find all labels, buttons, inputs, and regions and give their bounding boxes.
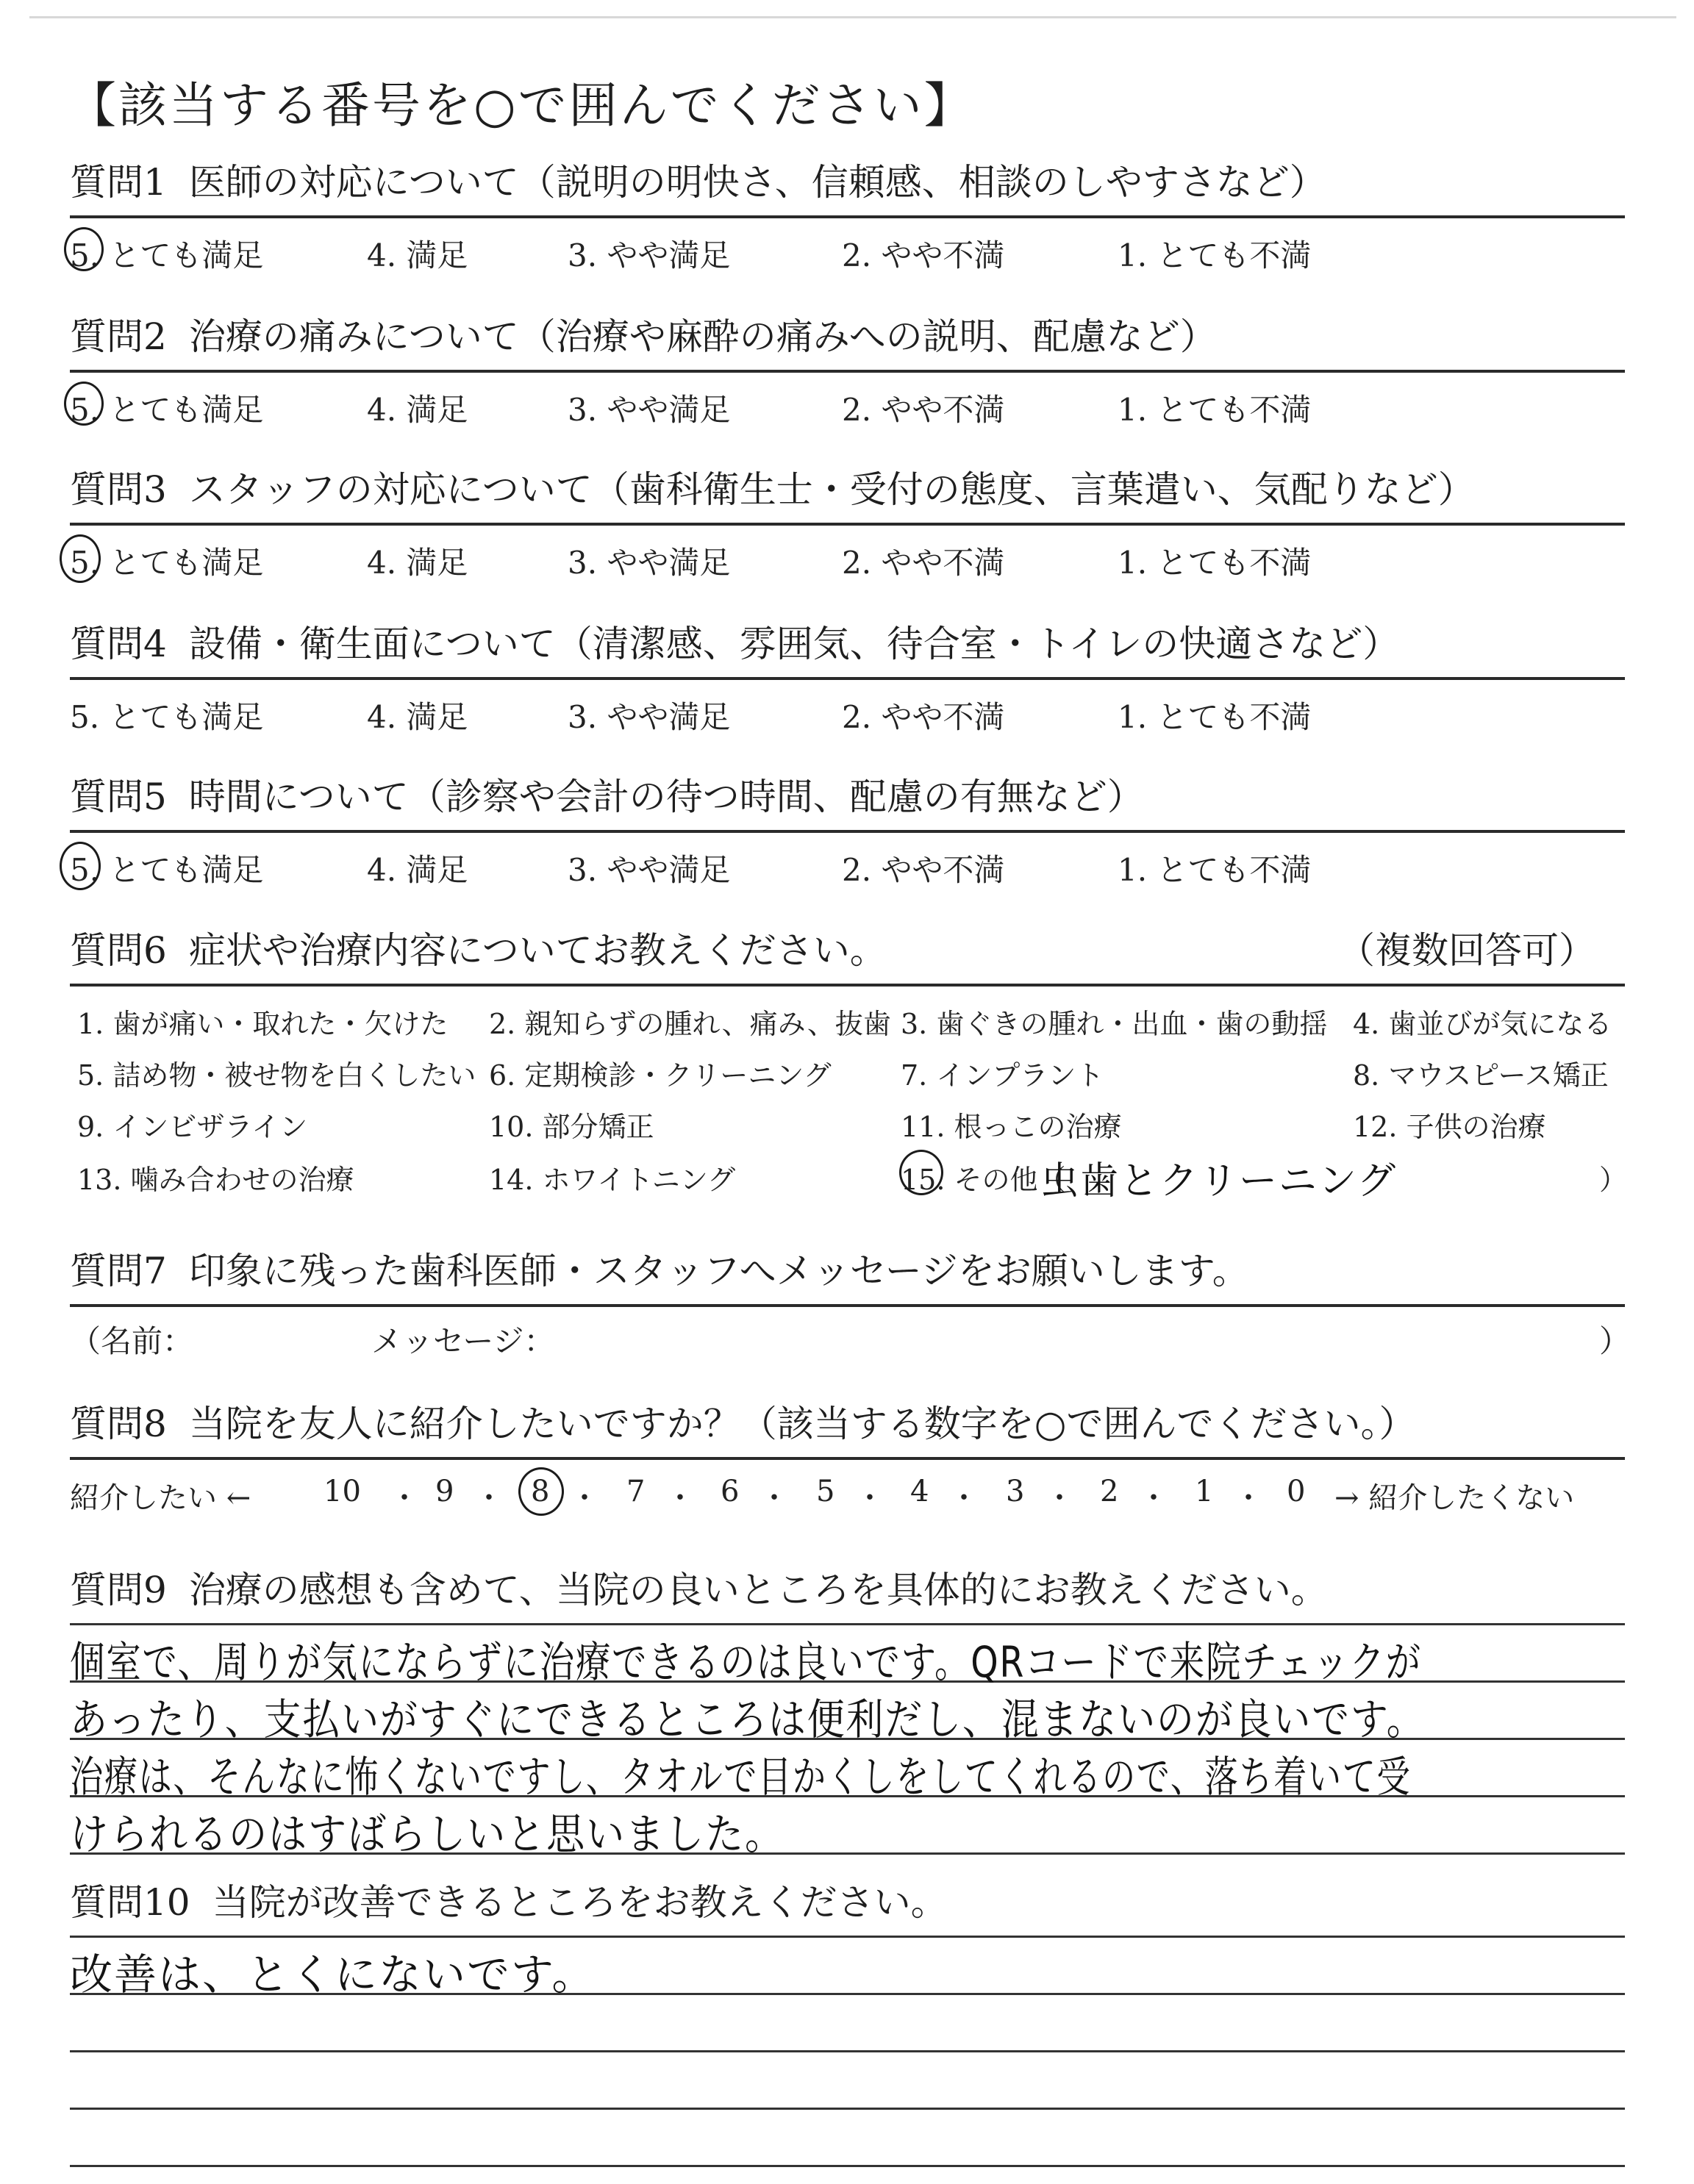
option-3[interactable]: 3. やや満足 xyxy=(568,392,731,428)
option-1[interactable]: 1. とても不満 xyxy=(1118,237,1312,273)
scale-dot: ・ xyxy=(1045,1481,1074,1515)
question-text: 設備・衛生面について（清潔感、雰囲気、待合室・トイレの快適さなど） xyxy=(188,623,1400,665)
question-10-title xyxy=(70,1871,1625,1934)
question-6 xyxy=(70,919,1628,1207)
question-number: 質問4 xyxy=(70,623,167,665)
handwritten-answer-line: けられるのはすばらしいと思いました。 xyxy=(70,1809,785,1859)
question-text: 当院を友人に紹介したいですか？（該当する数字を○で囲んでください。） xyxy=(188,1403,1416,1445)
question-4 xyxy=(70,612,1625,743)
question-number: 質問8 xyxy=(70,1403,167,1445)
treatment-option[interactable]: 3. 歯ぐきの腫れ・出血・歯の動揺 xyxy=(901,1008,1328,1040)
scale-dot: ・ xyxy=(570,1481,599,1515)
option-4[interactable]: 4. 満足 xyxy=(367,699,468,735)
name-label: （名前： xyxy=(70,1323,194,1359)
option-5[interactable]: 5. とても満足 xyxy=(70,237,264,273)
option-2[interactable]: 2. やや不満 xyxy=(842,852,1005,888)
recommend-scale xyxy=(70,1460,1625,1523)
option-2[interactable]: 2. やや不満 xyxy=(842,545,1005,581)
option-1[interactable]: 1. とても不満 xyxy=(1118,545,1312,581)
question-2-title xyxy=(70,305,1625,368)
question-6-title xyxy=(70,919,1625,982)
rating-options xyxy=(70,373,1625,436)
selection-circle xyxy=(60,534,101,583)
treatment-option[interactable]: 10. 部分矯正 xyxy=(489,1111,654,1143)
question-1-title xyxy=(70,151,1625,214)
message-label: メッセージ： xyxy=(371,1323,555,1359)
scale-1[interactable]: 1 xyxy=(1195,1475,1214,1508)
question-5-title xyxy=(70,765,1625,828)
treatment-option[interactable]: 12. 子供の治療 xyxy=(1353,1111,1546,1143)
option-2[interactable]: 2. やや不満 xyxy=(842,699,1005,735)
treatment-option[interactable]: 8. マウスピース矯正 xyxy=(1353,1059,1609,1092)
scale-dot: ・ xyxy=(390,1481,419,1515)
other-answer-handwritten: 虫歯とクリーニング xyxy=(1040,1159,1397,1203)
question-text: 治療の感想も含めて、当院の良いところを具体的にお教えください。 xyxy=(188,1569,1328,1611)
rating-options xyxy=(70,526,1625,589)
scale-2[interactable]: 2 xyxy=(1100,1475,1119,1508)
selection-circle xyxy=(518,1467,564,1516)
question-text: スタッフの対応について（歯科衛生士・受付の態度、言葉遣い、気配りなど） xyxy=(188,468,1475,511)
question-text: 時間について（診察や会計の待つ時間、配慮の有無など） xyxy=(188,776,1144,818)
question-text: 症状や治療内容についてお教えください。 xyxy=(188,929,887,972)
treatment-option[interactable]: 13. 噛み合わせの治療 xyxy=(77,1164,354,1196)
rating-options xyxy=(70,680,1625,743)
handwritten-answer-line: 個室で、周りが気にならずに治療できるのは良いです。QRコードで来院チェックが xyxy=(70,1637,1422,1687)
treatment-option[interactable]: 11. 根っこの治療 xyxy=(901,1111,1122,1143)
option-3[interactable]: 3. やや満足 xyxy=(568,237,731,273)
option-5[interactable]: 5. とても満足 xyxy=(70,392,264,428)
rating-options xyxy=(70,218,1625,282)
handwritten-answer-line: 改善は、とくにないです。 xyxy=(70,1950,596,1999)
scale-10[interactable]: 10 xyxy=(324,1475,361,1508)
question-text: 医師の対応について（説明の明快さ、信頼感、相談のしやすさなど） xyxy=(188,161,1326,204)
selection-circle xyxy=(899,1150,943,1195)
question-number: 質問5 xyxy=(70,776,167,818)
treatment-option[interactable]: 6. 定期検診・クリーニング xyxy=(489,1059,832,1092)
question-4-title xyxy=(70,612,1625,676)
question-7 xyxy=(70,1239,1631,1359)
scale-dot: ・ xyxy=(1139,1481,1168,1515)
answer-line xyxy=(70,2108,1625,2110)
question-8-title xyxy=(70,1392,1625,1456)
option-2[interactable]: 2. やや不満 xyxy=(842,237,1005,273)
option-4[interactable]: 4. 満足 xyxy=(367,852,468,888)
other-close-paren: ） xyxy=(1599,1164,1628,1196)
scale-3[interactable]: 3 xyxy=(1006,1475,1025,1508)
option-2[interactable]: 2. やや不満 xyxy=(842,392,1005,428)
not-recommend-label: → 紹介したくない xyxy=(1334,1481,1575,1515)
question-3-title xyxy=(70,458,1625,521)
option-5[interactable]: 5. とても満足 xyxy=(70,545,264,581)
question-number: 質問7 xyxy=(70,1250,167,1292)
treatment-option[interactable]: 5. 詰め物・被せ物を白くしたい xyxy=(77,1059,476,1092)
question-text: 当院が改善できるところをお教えください。 xyxy=(212,1881,948,1924)
scale-6[interactable]: 6 xyxy=(721,1475,740,1508)
question-number: 質問1 xyxy=(70,161,167,204)
scale-7[interactable]: 7 xyxy=(626,1475,646,1508)
selection-circle xyxy=(64,382,104,426)
question-9-title xyxy=(70,1558,1625,1622)
scale-0[interactable]: 0 xyxy=(1287,1475,1306,1508)
question-number: 質問3 xyxy=(70,468,167,511)
scale-4[interactable]: 4 xyxy=(910,1475,929,1508)
answer-line xyxy=(70,2165,1625,2167)
scale-5[interactable]: 5 xyxy=(816,1475,835,1508)
answer-line xyxy=(70,1936,1625,1938)
option-1[interactable]: 1. とても不満 xyxy=(1118,852,1312,888)
scale-dot: ・ xyxy=(1234,1481,1263,1515)
treatment-option[interactable]: 7. インプラント xyxy=(901,1059,1104,1092)
question-text: 印象に残った歯科医師・スタッフへメッセージをお願いします。 xyxy=(188,1250,1249,1292)
option-3[interactable]: 3. やや満足 xyxy=(568,852,731,888)
question-7-title xyxy=(70,1239,1625,1303)
question-text: 治療の痛みについて（治療や麻酔の痛みへの説明、配慮など） xyxy=(188,315,1217,358)
question-10 xyxy=(70,1871,1625,2184)
question-8 xyxy=(70,1392,1625,1523)
treatment-options xyxy=(70,987,1628,1207)
option-1[interactable]: 1. とても不満 xyxy=(1118,699,1312,735)
question-number: 質問2 xyxy=(70,315,167,358)
scale-dot: ・ xyxy=(474,1481,504,1515)
treatment-option[interactable]: 1. 歯が痛い・取れた・欠けた xyxy=(77,1008,448,1040)
question-number: 質問10 xyxy=(70,1881,190,1924)
question-number: 質問6 xyxy=(70,929,167,972)
rating-options xyxy=(70,833,1625,896)
scale-9[interactable]: 9 xyxy=(435,1475,454,1508)
page-heading: 【該当する番号を○で囲んでください】 xyxy=(68,77,975,134)
option-3[interactable]: 3. やや満足 xyxy=(568,699,731,735)
treatment-option[interactable]: 14. ホワイトニング xyxy=(489,1164,736,1196)
handwritten-answer-line: 治療は、そんなに怖くないですし、タオルで目かくしをしてくれるので、落ち着いて受 xyxy=(70,1752,1412,1802)
scale-dot: ・ xyxy=(665,1481,695,1515)
answer-line xyxy=(70,2050,1625,2052)
option-5[interactable]: 5. とても満足 xyxy=(70,699,264,735)
answer-line xyxy=(70,1623,1625,1625)
scale-dot: ・ xyxy=(855,1481,884,1515)
question-1 xyxy=(70,151,1625,282)
close-paren: ） xyxy=(1599,1323,1631,1359)
option-1[interactable]: 1. とても不満 xyxy=(1118,392,1312,428)
treatment-option[interactable]: 2. 親知らずの腫れ、痛み、抜歯 xyxy=(489,1008,891,1040)
question-2 xyxy=(70,305,1625,436)
answer-area xyxy=(70,1934,1625,2184)
top-border xyxy=(29,16,1676,18)
recommend-label: 紹介したい ← xyxy=(70,1481,251,1515)
question-number: 質問9 xyxy=(70,1569,167,1611)
question-5 xyxy=(70,765,1625,896)
multiple-answer-note: （複数回答可） xyxy=(1338,929,1595,972)
handwritten-answer-line: あったり、支払いがすぐにできるところは便利だし、混まないのが良いです。 xyxy=(70,1694,1426,1744)
scale-dot: ・ xyxy=(760,1481,789,1515)
message-fields xyxy=(70,1307,1631,1359)
selection-circle xyxy=(64,227,104,271)
question-9 xyxy=(70,1558,1625,1916)
scale-dot: ・ xyxy=(949,1481,979,1515)
option-4[interactable]: 4. 満足 xyxy=(367,237,468,273)
treatment-option[interactable]: 9. インビザライン xyxy=(77,1111,308,1143)
treatment-option[interactable]: 4. 歯並びが気になる xyxy=(1353,1008,1612,1040)
option-3[interactable]: 3. やや満足 xyxy=(568,545,731,581)
option-4[interactable]: 4. 満足 xyxy=(367,392,468,428)
question-3 xyxy=(70,458,1625,589)
scale-8[interactable]: 8 xyxy=(531,1475,550,1508)
option-4[interactable]: 4. 満足 xyxy=(367,545,468,581)
treatment-option[interactable]: 15. その他（ xyxy=(901,1164,1066,1196)
selection-circle xyxy=(60,842,101,890)
option-5[interactable]: 5. とても満足 xyxy=(70,852,264,888)
